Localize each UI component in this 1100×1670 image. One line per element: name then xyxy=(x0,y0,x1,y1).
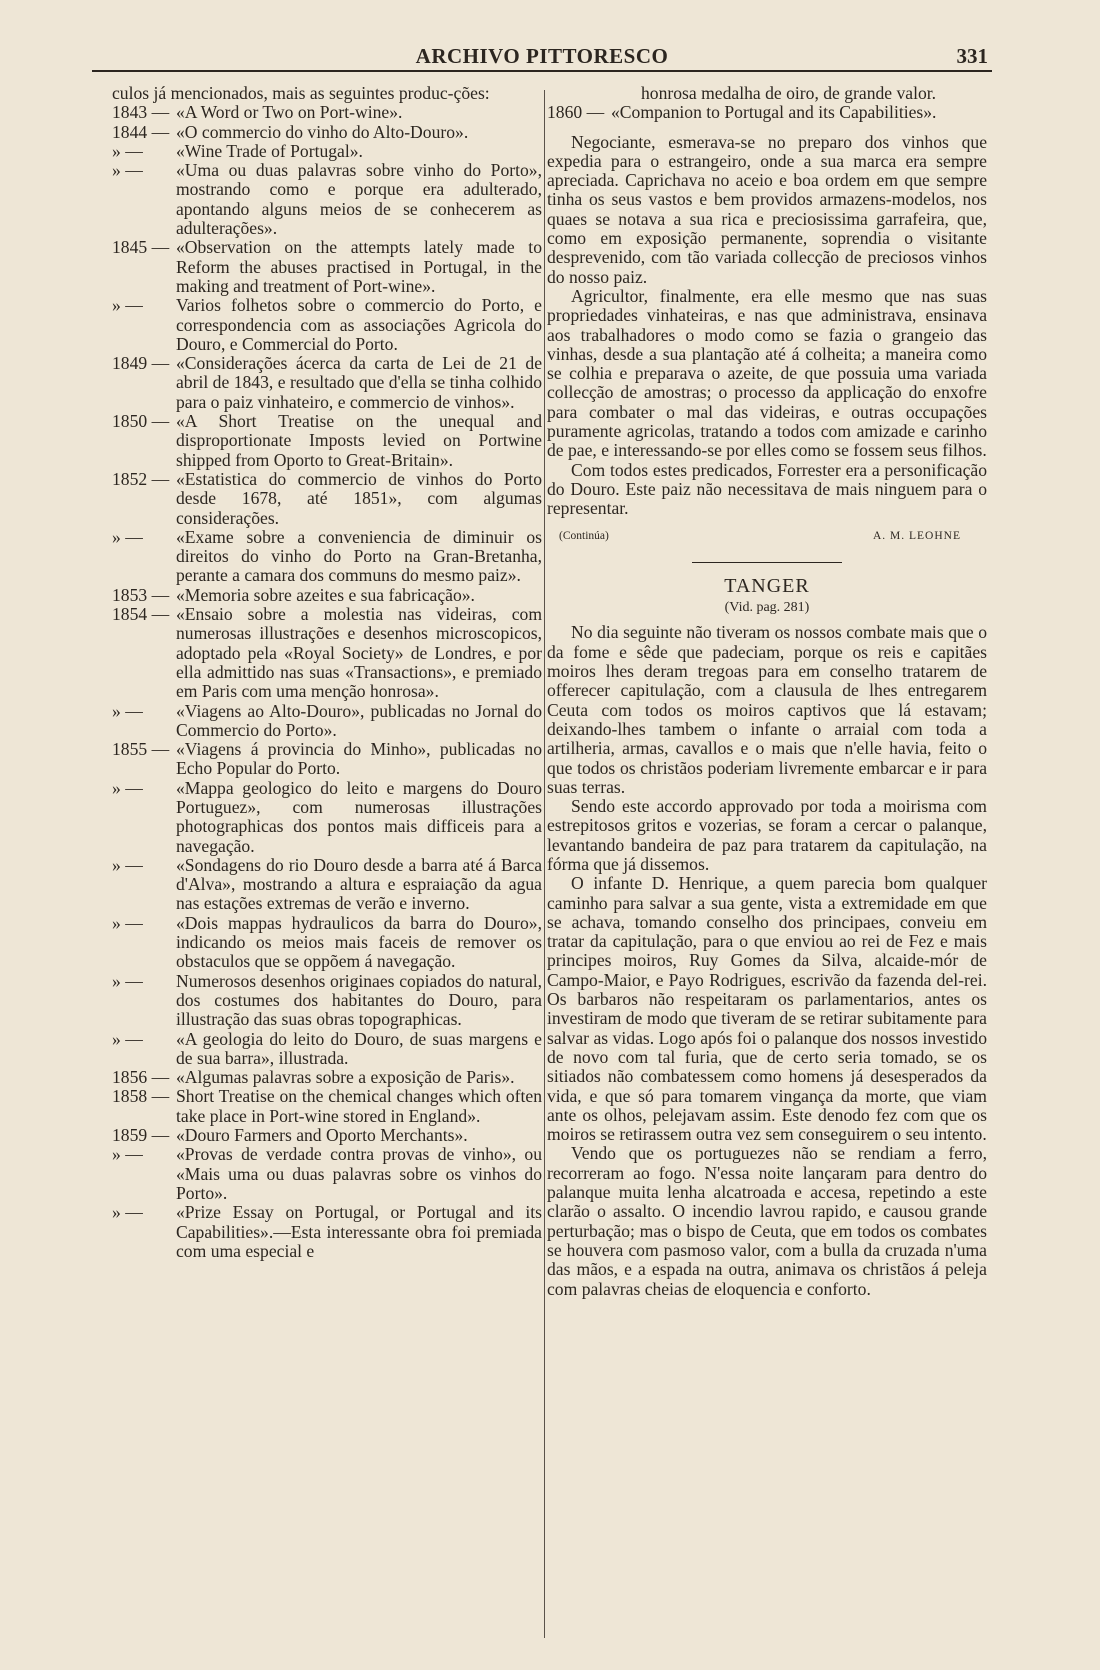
article-paragraph: Vendo que os portuguezes não se rendiam a ferro, recorreram ao fogo. N'essa noite lançaram para dentro do palanque muita lenha alcatroada e accesa, repetindo a este clarão o assalto. O incendio lavrou rapido, e causou grande perturbação; mas o bispo de Ceuta, que em todos os combates se houvera com pasmoso valor, com a bulla da cruzada n'uma das mãos, e a espada na outra, animava os christãos á peleja com palavras cheias de eloquencia e conforto. xyxy=(547,1143,987,1299)
entry-text: Varios folhetos sobre o commercio do Porto, e correspondencia com as associações Agricola do Douro, e Commercial do Porto. xyxy=(176,295,542,354)
entry-year: » — xyxy=(112,1144,143,1165)
bibliography-entry xyxy=(112,528,542,586)
bibliography-entry xyxy=(112,1145,542,1203)
entry-year: 1844 — xyxy=(112,121,170,142)
article-title: TANGER xyxy=(724,574,810,597)
entry-text: «A Word or Two on Port-wine». xyxy=(176,102,403,123)
bibliography-entry xyxy=(112,605,542,701)
intro-text: culos já mencionados, mais as seguintes produc-ções: xyxy=(112,83,490,103)
entry-year: » — xyxy=(112,1202,143,1223)
entry-text: «Mappa geologico do leito e margens do Douro Portuguez», com numerosas illustrações photographicas dos pontos mais difficeis para a navegação. xyxy=(176,777,542,856)
entry-text: «Algumas palavras sobre a exposição de Paris». xyxy=(176,1067,515,1088)
entry-year: » — xyxy=(112,1028,143,1049)
entry-year: 1855 — xyxy=(112,739,170,760)
entry-year: 1853 — xyxy=(112,584,170,605)
entry-year: » — xyxy=(112,854,143,875)
entry-year: » — xyxy=(112,160,143,181)
entry-year: » — xyxy=(112,700,143,721)
article-paragraph: Sendo este accordo approvado por toda a moirisma com estrepitosos gritos e vozerias, se foram a cercar o palanque, levantando bandeira de paz para tratarem da capitulação, na fórma que já dissemos. xyxy=(547,796,987,874)
bibliography-list xyxy=(112,103,542,1261)
bibliography-entry xyxy=(112,1126,542,1145)
entry-text: «A Short Treatise on the unequal and disproportionate Imposts levied on Portwine shipped from Oporto to Great-Britain». xyxy=(176,411,542,470)
bibliography-entry xyxy=(112,1030,542,1069)
entry-text: «A geologia do leito do Douro, de suas margens e de sua barra», illustrada. xyxy=(176,1028,542,1068)
entry-text: «Estatistica do commercio de vinhos do Porto desde 1678, até 1851», com algumas considerações. xyxy=(176,468,542,528)
entry-text: «Dois mappas hydraulicos da barra do Douro», indicando os meios mais faceis de remover os obstaculos que se oppõem á navegação. xyxy=(176,912,542,972)
bibliography-entry xyxy=(112,103,542,122)
entry-text: «Considerações ácerca da carta de Lei de 21 de abril de 1843, e resultado que d'ella se tinha colhido para o paiz vinhateiro, e commercio de vinhos». xyxy=(176,353,542,412)
article-paragraph: No dia seguinte não tiveram os nossos combate mais que o da fome e sêde que padeciam, porque os reis e capitães moiros lhes deram tregoas para em conselho tratarem de offerecer capitulação, com a clausula de lhes entregarem Ceuta com todos os moiros captivos que lá estavam; deixando-lhes tambem o infante o arraial com toda a artilheria, armas, cavallos e o mais que n'elle havia, feito o que todos os christãos poderiam livremente embarcar e ir para suas terras. xyxy=(547,622,987,797)
entry-year: 1860 — xyxy=(547,102,605,123)
entry-text: «Sondagens do rio Douro desde a barra até á Barca d'Alva», mostrando a altura e espraiação da agua nas estações extremas de verão e inverno. xyxy=(176,854,542,914)
bibliography-entry xyxy=(112,142,542,161)
entry-text: «Viagens ao Alto-Douro», publicadas no Jornal do Commercio do Porto». xyxy=(176,700,542,740)
page-header xyxy=(92,40,992,72)
article-signature xyxy=(559,527,961,546)
entry-text: «Memoria sobre azeites e sua fabricação». xyxy=(176,584,475,605)
paragraph-agricultor: Agricultor, finalmente, era elle mesmo que nas suas propriedades vinhateiras, e nas que administrava, ensinava aos trabalhadores o modo como se fazia o grangeio das vinhas, desde a sua plantação até á colheita; a maneira como se colhia e preparava o azeite, de que possuia uma variada collecção de amostras; o processo da applicação do enxofre para combater o mal das videiras, e outras occupações puramente agricolas, tratando a todos com amizade e carinho de pae, e interessando-se por elles como se fossem seus filhos. xyxy=(547,285,987,461)
entry-text: «Exame sobre a conveniencia de diminuir os direitos do vinho do Porto na Gran-Bretanha, perante a camara dos communs do mesmo paiz». xyxy=(176,526,542,586)
entry-year: » — xyxy=(112,526,143,547)
bibliography-entry xyxy=(112,972,542,1030)
bibliography-entry xyxy=(112,470,542,528)
entry-year: 1856 — xyxy=(112,1067,170,1088)
left-column xyxy=(112,84,542,1261)
entry-year: 1850 — xyxy=(112,411,170,432)
page-number: 331 xyxy=(956,44,988,68)
entry-text: «O commercio do vinho do Alto-Douro». xyxy=(176,121,469,142)
bibliography-entry xyxy=(112,412,542,470)
author-name: A. M. LEOHNE xyxy=(872,529,961,542)
entry-text: «Wine Trade of Portugal». xyxy=(176,140,363,161)
entry-text: «Prize Essay on Portugal, or Portugal and its Capabilities».—Esta interessante obra foi premiada com uma especial e xyxy=(176,1202,542,1261)
column-divider xyxy=(544,90,545,1638)
entry-year: 1859 — xyxy=(112,1125,170,1146)
entry-year: » — xyxy=(112,777,143,798)
entry-text: «Observation on the attempts lately made to Reform the abuses practised in Portugal, in the making and treatment of Port-wine». xyxy=(176,237,542,296)
paragraph-negociante: Negociante, esmerava-se no preparo dos vinhos que expedia para o estrangeiro, onde a sua marca era sempre apreciada. Caprichava no aceio e boa ordem em que sempre tinha os seus vastos e bem providos armazens-modelos, nos quaes se notava a sua rica e preciosissima garrafeira, que, como em exposição permanente, soprendia o visitante desprevenido, com tão variada collecção de preciosos vinhos do nosso paiz. xyxy=(547,131,987,287)
entry-text: Short Treatise on the chemical changes which often take place in Port-wine stored in England». xyxy=(176,1086,542,1126)
section-separator xyxy=(692,562,842,563)
bibliography-entry xyxy=(112,586,542,605)
entry-year: 1845 — xyxy=(112,237,170,258)
bibliography-entry xyxy=(112,296,542,354)
bibliography-entry xyxy=(112,1087,542,1126)
article-paragraph: O infante D. Henrique, a quem parecia bom qualquer caminho para salvar a sua gente, vista a extremidade em que se achava, tomando conselho dos principaes, conveiu em tratar da capitulação, para o que enviou ao rei de Fez e mais principes moiros, Ruy Gomes da Silva, alcaide-mór de Campo-Maior, e Payo Rodrigues, escrivão da fazenda del-rei. Os barbaros não respeitaram os parlamentarios, antes os investiram de modo que tiveram de se retirar subitamente para salvar as vidas. Logo após foi o palanque dos nossos investido de novo com tal furia, que de certo seria tomado, se os sitiados não combatessem como homens já desesperados da vida, e que só para tomarem vingança da morte, que viam ante os olhos, pelejavam assim. Este denodo fez com que os moiros se retirassem outra vez sem conseguirem o seu intento. xyxy=(547,873,987,1145)
bibliography-entry xyxy=(112,702,542,741)
bibliography-entry xyxy=(112,123,542,142)
entry-year: 1858 — xyxy=(112,1086,170,1107)
bibliography-entry xyxy=(112,1068,542,1087)
entry-text: «Ensaio sobre a molestia nas videiras, com numerosas illustrações e desenhos microscopicos, adoptado pela «Royal Society» de Londres, e por ella admittido nas suas «Transactions», e premiado em Paris com uma menção honrosa». xyxy=(176,604,542,702)
entry-year: 1843 — xyxy=(112,102,170,123)
entry-year: » — xyxy=(112,295,143,316)
journal-title: ARCHIVO PITTORESCO xyxy=(415,44,669,68)
bibliography-entry xyxy=(112,740,542,779)
entry-text: Numerosos desenhos originaes copiados do natural, dos costumes dos habitantes do Douro, para illustração das suas obras topographicas. xyxy=(176,970,542,1030)
bibliography-entry xyxy=(112,238,542,296)
bibliography-entry xyxy=(112,779,542,856)
bibliography-entry xyxy=(112,161,542,238)
right-column xyxy=(547,84,987,1299)
continued-entry-text: honrosa medalha de oiro, de grande valor. xyxy=(641,83,937,103)
entry-year: » — xyxy=(112,912,143,933)
bibliography-entry xyxy=(112,354,542,412)
paragraph-predicados: Com todos estes predicados, Forrester era a personificação do Douro. Este paiz não necessitava de mais ninguem para o representar. xyxy=(547,459,987,519)
entry-year: » — xyxy=(112,140,143,161)
bibliography-entry xyxy=(112,1203,542,1261)
entry-text: «Companion to Portugal and its Capabilities». xyxy=(611,102,937,123)
bibliography-entry-1860 xyxy=(547,103,987,122)
entry-year: 1854 — xyxy=(112,604,170,625)
entry-year: 1849 — xyxy=(112,353,170,374)
entry-text: «Provas de verdade contra provas de vinho», ou «Mais uma ou duas palavras sobre os vinhos do Porto». xyxy=(176,1144,542,1203)
entry-year: 1852 — xyxy=(112,468,170,489)
entry-text: «Uma ou duas palavras sobre vinho do Porto», mostrando como e porque era adulterado, apontando alguns meios de se conhecerem as adulterações». xyxy=(176,160,542,239)
bibliography-entry xyxy=(112,914,542,972)
article-reference: (Vid. pag. 281) xyxy=(724,600,810,616)
continues-note: (Continúa) xyxy=(559,529,609,542)
entry-text: «Viagens á provincia do Minho», publicadas no Echo Popular do Porto. xyxy=(176,739,542,779)
bibliography-entry xyxy=(112,856,542,914)
entry-year: » — xyxy=(112,970,143,991)
entry-text: «Douro Farmers and Oporto Merchants». xyxy=(176,1125,468,1146)
